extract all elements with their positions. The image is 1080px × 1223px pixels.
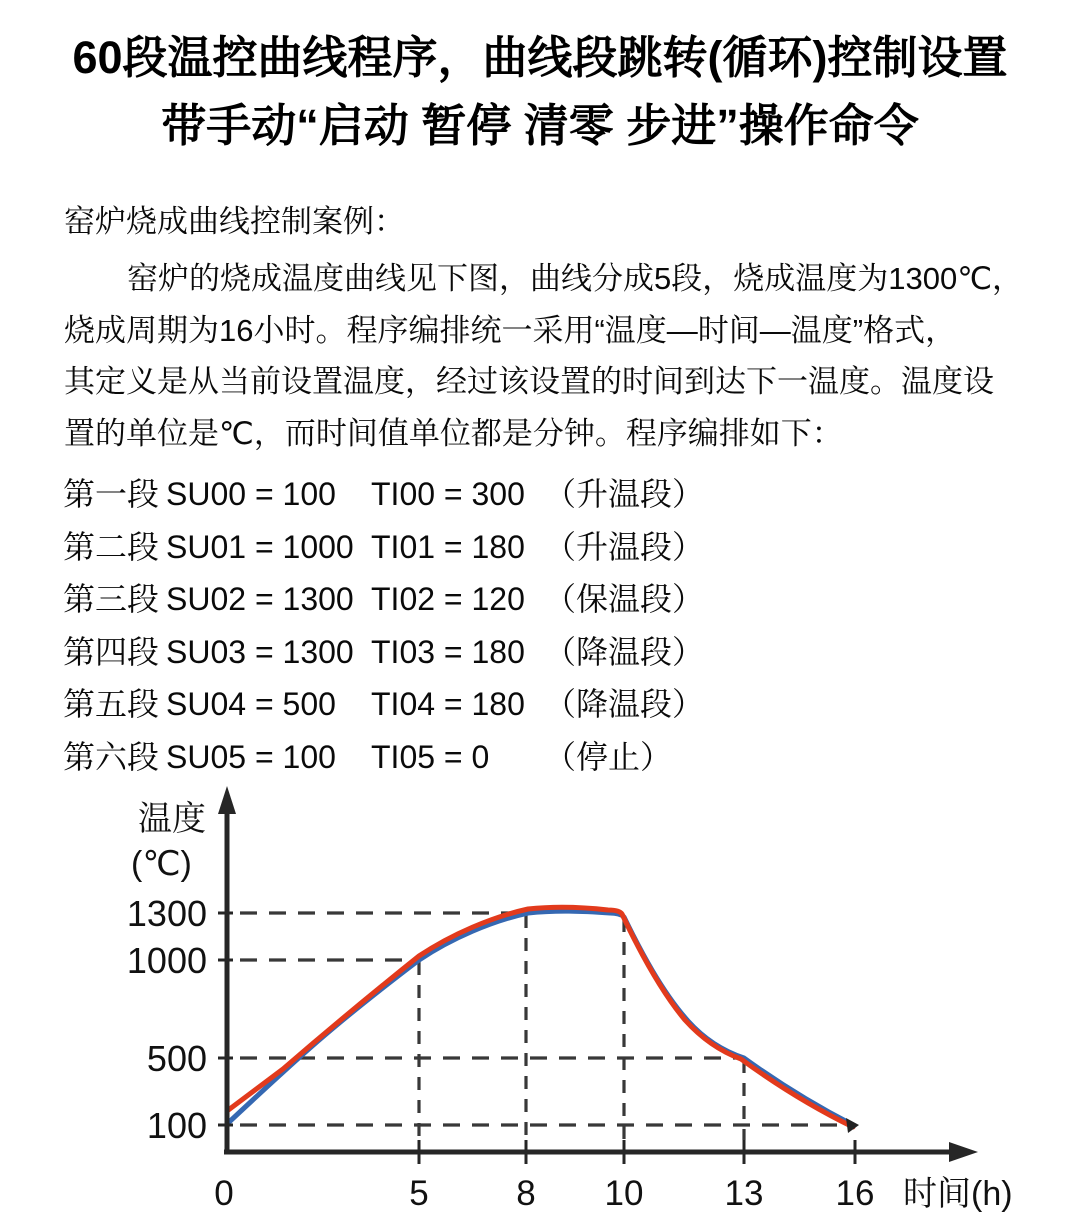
y-axis-arrow-icon: [218, 786, 236, 814]
segment-label: 第四段: [63, 633, 160, 670]
main-title-line-1: 60段温控曲线程序，曲线段跳转(循环)控制设置: [72, 32, 1008, 83]
x-tick-label-10: 10: [604, 1174, 644, 1213]
x-tick-label-13: 13: [724, 1174, 764, 1213]
program-row: [63, 468, 704, 521]
ti-value: TI01 = 180: [371, 528, 525, 565]
y-axis-title: 温度: [138, 800, 206, 838]
paragraph-line: 其定义是从当前设置温度，经过该设置的时间到达下一温度。温度设: [64, 364, 994, 399]
x-tick-label-16: 16: [835, 1174, 875, 1213]
x-tick-label-0: 0: [214, 1174, 234, 1213]
axes: [218, 810, 952, 1164]
program-row: [63, 626, 704, 679]
x-axis-arrow-icon: [949, 1142, 978, 1162]
y-axis-unit: (℃): [131, 845, 192, 883]
segment-note: （停止）: [544, 738, 673, 775]
paragraph-line: 置的单位是℃，而时间值单位都是分钟。程序编排如下：: [64, 415, 843, 451]
su-value: SU05 = 100: [166, 738, 336, 775]
curve-end-marker: [846, 1118, 859, 1133]
program-row: [63, 678, 704, 731]
y-tick-label-1000: 1000: [126, 940, 207, 981]
program-row: [63, 731, 704, 784]
case-heading: 窑炉烧成曲线控制案例：: [64, 204, 405, 239]
program-row: [63, 521, 704, 574]
y-tick-label-1300: 1300: [126, 893, 207, 934]
segment-note: （升温段）: [544, 528, 705, 565]
ti-value: TI00 = 300: [371, 476, 525, 512]
segment-note: （降温段）: [544, 633, 705, 670]
main-title-line-2: 带手动“启动 暂停 清零 步进”操作命令: [161, 100, 919, 151]
description-paragraph: [64, 253, 1023, 459]
paragraph-line: 窑炉的烧成温度曲线见下图，曲线分成5段，烧成温度为1300℃，: [127, 261, 1024, 296]
segment-note: （升温段）: [544, 476, 705, 512]
ti-value: TI04 = 180: [371, 686, 525, 722]
su-value: SU02 = 1300: [166, 581, 354, 617]
red-curve: [227, 907, 853, 1127]
program-row: [63, 573, 704, 626]
chart-svg: [0, 780, 1080, 1223]
x-tick-label-8: 8: [516, 1174, 536, 1213]
ti-value: TI05 = 0: [371, 738, 490, 775]
x-tick-label-5: 5: [409, 1174, 429, 1213]
su-value: SU04 = 500: [166, 686, 336, 722]
ti-value: TI02 = 120: [371, 581, 525, 617]
horizontal-gridlines: [240, 913, 850, 1125]
segment-label: 第五段: [63, 686, 160, 722]
paragraph-line: 烧成周期为16小时。程序编排统一采用“温度—时间—温度”格式，: [64, 312, 957, 348]
segment-label: 第二段: [63, 528, 160, 565]
program-listing: [63, 468, 704, 783]
segment-note: （保温段）: [544, 581, 705, 617]
temperature-curve-chart: [0, 780, 1080, 1223]
ti-value: TI03 = 180: [371, 633, 525, 670]
blue-curve: [227, 911, 853, 1125]
segment-label: 第三段: [63, 581, 160, 617]
su-value: SU00 = 100: [166, 476, 336, 512]
segment-label: 第一段: [63, 476, 160, 512]
segment-note: （降温段）: [544, 686, 705, 722]
su-value: SU03 = 1300: [166, 633, 354, 670]
y-tick-label-500: 500: [146, 1038, 207, 1079]
x-axis-title: 时间(h): [903, 1175, 1013, 1213]
su-value: SU01 = 1000: [166, 528, 354, 565]
segment-label: 第六段: [63, 738, 160, 775]
y-tick-label-100: 100: [146, 1105, 207, 1146]
